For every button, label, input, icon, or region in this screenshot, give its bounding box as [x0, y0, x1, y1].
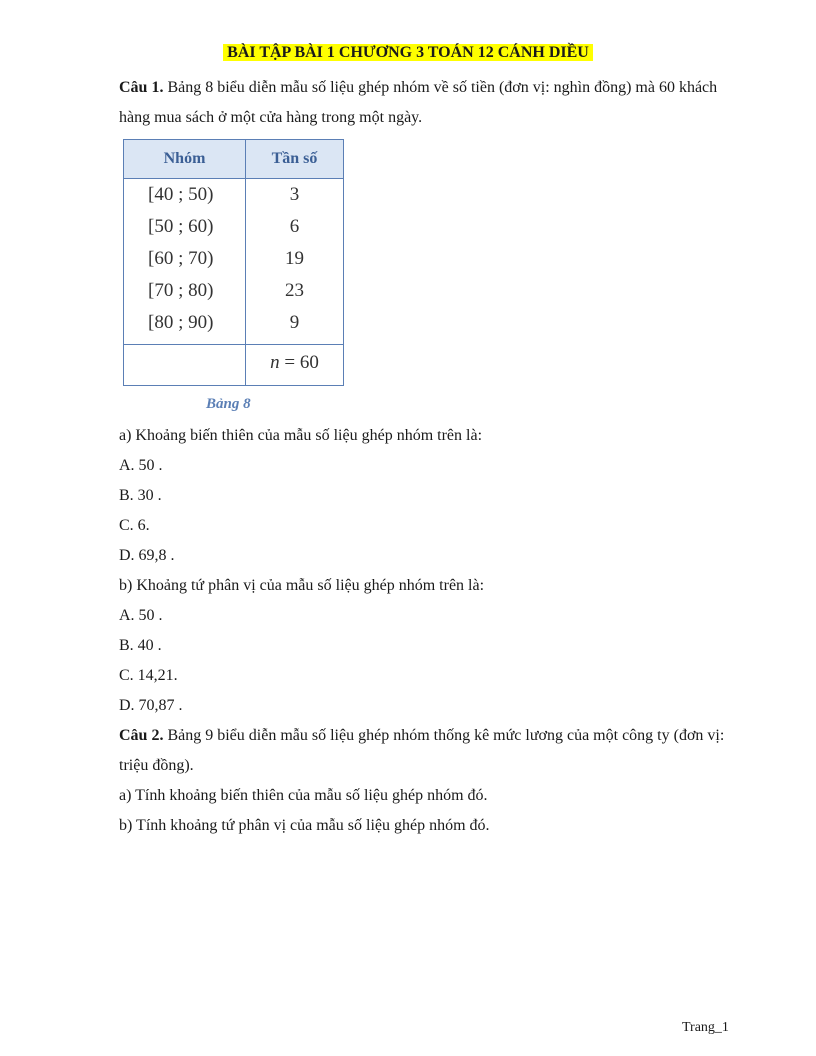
part-b-option-a: A. 50 .: [119, 607, 163, 624]
part-b-option-b: B. 40 .: [119, 637, 162, 654]
part-a-option-a: A. 50 .: [119, 457, 163, 474]
table-cell-group: [50 ; 60): [148, 216, 214, 237]
table-total-cell: [246, 352, 343, 374]
page-number: Trang_1: [682, 1020, 729, 1035]
table-sum-divider: [124, 344, 343, 345]
question-2-label: Câu 2.: [119, 727, 164, 744]
question-1-body: Bảng 8 biểu diễn mẫu số liệu ghép nhóm về số tiền (đơn vị: nghìn đồng) mà 60 khách hàng mua sách ở một cửa hàng trong một ngày.: [119, 79, 718, 126]
table-row: [124, 276, 343, 308]
table-header-row: [124, 140, 343, 179]
table-cell-frequency: 3: [289, 184, 300, 205]
table-cell-frequency: 19: [285, 248, 304, 269]
table-cell-frequency: 9: [289, 312, 300, 333]
part-a-option-b: B. 30 .: [119, 487, 162, 504]
question-2-part-b: b) Tính khoảng tứ phân vị của mẫu số liệu ghép nhóm đó.: [119, 817, 490, 834]
question-1-text: [119, 73, 729, 133]
table-row: [124, 212, 343, 244]
frequency-table: [123, 139, 344, 386]
table-cell-group: [70 ; 80): [148, 280, 214, 301]
page-title-text: BÀI TẬP BÀI 1 CHƯƠNG 3 TOÁN 12 CÁNH DIỀU: [223, 44, 593, 61]
part-b-question: b) Khoảng tứ phân vị của mẫu số liệu ghép nhóm trên là:: [119, 577, 485, 594]
table-total-variable: n: [270, 352, 280, 373]
part-b-option-d: D. 70,87 .: [119, 697, 183, 714]
question-2-text: [119, 721, 729, 781]
table-header-group: Nhóm: [163, 150, 206, 167]
part-b-option-c: C. 14,21.: [119, 667, 178, 684]
page-title: [0, 44, 816, 62]
table-header-frequency: Tần số: [271, 150, 318, 167]
table-row: [124, 244, 343, 276]
table-row: [124, 180, 343, 212]
question-2-part-a: a) Tính khoảng biến thiên của mẫu số liệu ghép nhóm đó.: [119, 787, 488, 804]
table-cell-group: [80 ; 90): [148, 312, 214, 333]
table-total-value: = 60: [279, 352, 319, 373]
table-cell-frequency: 6: [289, 216, 300, 237]
part-a-option-d: D. 69,8 .: [119, 547, 175, 564]
question-2-body: Bảng 9 biểu diễn mẫu số liệu ghép nhóm thống kê mức lương của một công ty (đơn vị: triệu đồng).: [119, 727, 725, 774]
table-cell-group: [60 ; 70): [148, 248, 214, 269]
table-caption: Bảng 8: [206, 396, 251, 412]
table-cell-group: [40 ; 50): [148, 184, 214, 205]
table-row: [124, 308, 343, 340]
part-a-question: a) Khoảng biến thiên của mẫu số liệu ghép nhóm trên là:: [119, 427, 483, 444]
part-a-option-c: C. 6.: [119, 517, 150, 534]
question-1-label: Câu 1.: [119, 79, 164, 96]
table-cell-frequency: 23: [285, 280, 304, 301]
